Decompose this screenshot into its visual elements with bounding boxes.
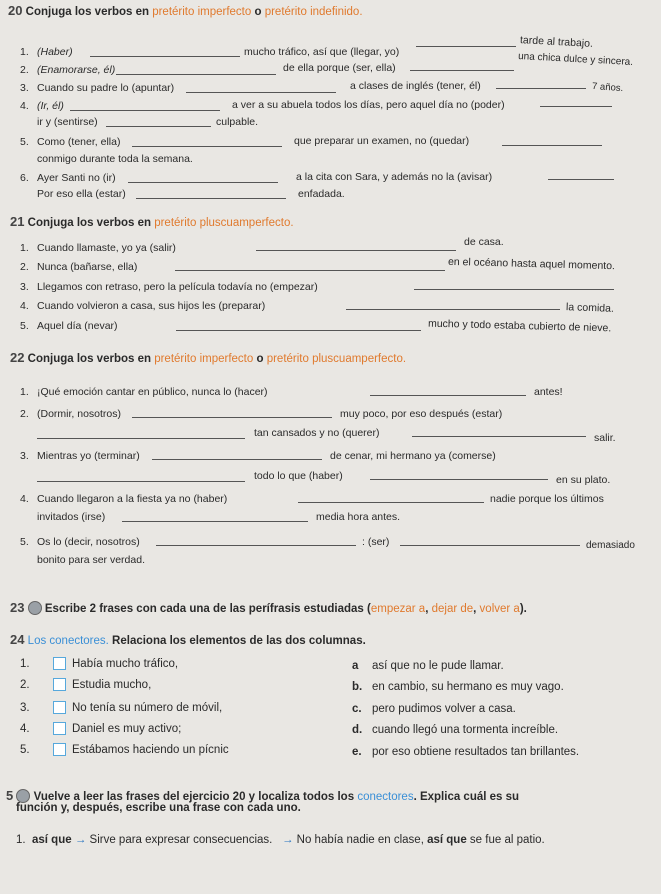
ex22-item-4-a: Cuando llegaron a la fiesta ya no (haber) bbox=[37, 493, 228, 505]
ex20-item-6-blank-2[interactable] bbox=[548, 179, 614, 180]
ex25-example-connector: así que bbox=[31, 834, 72, 846]
ex25-title-line2: función y, después, escribe una frase con cada uno. bbox=[16, 802, 301, 814]
ex21-item-5-a: Aquel día (nevar) bbox=[37, 320, 118, 332]
ex21-item-4-end: la comida. bbox=[565, 301, 615, 315]
ex22-item-2-line2: tan cansados y no (querer) bbox=[254, 427, 380, 439]
ex21-tense: pretérito pluscuamperfecto. bbox=[154, 217, 294, 229]
ex22-item-1-num: 1. bbox=[20, 386, 29, 398]
ex22-item-4-end: media hora antes. bbox=[316, 511, 401, 523]
ex21-item-5-end: mucho y todo estaba cubierto de nieve. bbox=[427, 317, 612, 335]
ex21-item-2-blank[interactable] bbox=[175, 270, 445, 271]
ex21-title-prefix: Conjuga los verbos en bbox=[27, 217, 155, 229]
ex24-left-item: Estudia mucho, bbox=[72, 679, 152, 691]
ex21-number: 21 bbox=[10, 214, 25, 229]
ex20-item-2-end: una chica dulce y sincera. bbox=[517, 50, 634, 69]
ex24-answer-checkbox[interactable] bbox=[53, 701, 66, 714]
ex22-title bbox=[10, 352, 406, 365]
ex22-title-prefix: Conjuga los verbos en bbox=[27, 353, 155, 365]
ex24-right-item: en cambio, su hermano es muy vago. bbox=[372, 681, 564, 693]
ex25-example-sentence-c: se fue al patio. bbox=[466, 834, 545, 846]
ex21-item-1-a: Cuando llamaste, yo ya (salir) bbox=[37, 242, 176, 254]
ex20-item-4-text: a ver a su abuela todos los días, pero aquel día no (poder) bbox=[232, 99, 505, 111]
ex22-item-3-a: Mientras yo (terminar) bbox=[37, 450, 140, 462]
ex20-item-4-blank-1[interactable] bbox=[70, 110, 220, 111]
arrow-right-icon: → bbox=[74, 834, 87, 846]
ex24-right-letter: e. bbox=[352, 746, 362, 758]
ex20-item-1-verb: (Haber) bbox=[37, 46, 73, 58]
ex22-item-3-num: 3. bbox=[20, 450, 29, 462]
ex23-number: 23 bbox=[10, 600, 25, 615]
ex21-item-3-num: 3. bbox=[20, 281, 29, 293]
ex20-tense-2: pretérito indefinido. bbox=[264, 6, 363, 18]
ex24-left-item: Daniel es muy activo; bbox=[72, 723, 182, 735]
ex20-item-1-end: tarde al trabajo. bbox=[519, 34, 594, 50]
ex24-left-number: 3. bbox=[20, 702, 30, 714]
ex20-item-6-blank-3[interactable] bbox=[136, 198, 286, 199]
ex22-item-4-blank-1[interactable] bbox=[298, 502, 484, 503]
ex22-item-3-blank-2[interactable] bbox=[37, 481, 245, 482]
ex23-sep2: , bbox=[473, 603, 480, 615]
ex22-item-3-line2: todo lo que (haber) bbox=[254, 470, 343, 482]
ex22-item-2-num: 2. bbox=[20, 408, 29, 420]
ex21-item-3-a: Llegamos con retraso, pero la película todavía no (empezar) bbox=[37, 281, 318, 293]
ex24-left-number: 2. bbox=[20, 679, 30, 691]
ex20-item-1-blank-2[interactable] bbox=[416, 46, 516, 47]
ex25-line1-b: . Explica cuál es su bbox=[413, 791, 520, 803]
ex23-p2: dejar de bbox=[431, 603, 474, 615]
ex24-right-letter: a bbox=[352, 660, 359, 672]
ex20-item-1-text: mucho tráfico, así que (llegar, yo) bbox=[244, 46, 400, 58]
ex22-item-3-end: en su plato. bbox=[556, 474, 611, 486]
ex20-title-mid: o bbox=[251, 6, 265, 18]
ex20-item-6-text: a la cita con Sara, y además no la (avisar) bbox=[296, 171, 493, 183]
ex21-item-2-end: en el océano hasta aquel momento. bbox=[447, 255, 616, 273]
ex20-item-6-num: 6. bbox=[20, 172, 29, 184]
ex22-item-1-blank[interactable] bbox=[370, 395, 526, 396]
ex24-answer-checkbox[interactable] bbox=[53, 722, 66, 735]
audio-badge-icon bbox=[16, 789, 30, 803]
ex21-item-3-blank[interactable] bbox=[414, 289, 614, 290]
ex22-item-5-end: demasiado bbox=[586, 540, 635, 551]
ex20-item-6-blank-1[interactable] bbox=[128, 182, 278, 183]
ex24-left-number: 5. bbox=[20, 744, 30, 756]
ex22-item-5-blank-1[interactable] bbox=[156, 545, 356, 546]
ex21-item-1-blank[interactable] bbox=[256, 250, 456, 251]
ex23-p3: volver a bbox=[479, 603, 520, 615]
ex24-topic: Los conectores. bbox=[27, 635, 109, 647]
ex20-item-2-verb: (Enamorarse, él) bbox=[37, 64, 116, 76]
ex24-right-item: así que no le pude llamar. bbox=[372, 660, 504, 672]
ex22-item-2-blank-1[interactable] bbox=[132, 417, 332, 418]
ex23-p1: empezar a bbox=[370, 603, 426, 615]
ex20-item-3-a: Cuando su padre lo (apuntar) bbox=[37, 82, 175, 94]
ex22-item-5-blank-2[interactable] bbox=[400, 545, 580, 546]
ex20-item-5-blank-2[interactable] bbox=[502, 145, 602, 146]
ex22-item-4-text: nadie porque los últimos bbox=[490, 493, 604, 505]
ex24-right-item: cuando llegó una tormenta increíble. bbox=[372, 724, 559, 736]
ex21-item-2-a: Nunca (bañarse, ella) bbox=[37, 261, 138, 273]
ex23-title bbox=[10, 598, 527, 615]
ex25-example-sentence-a: No había nadie en clase, bbox=[296, 834, 428, 846]
ex22-item-5-line2: bonito para ser verdad. bbox=[37, 554, 145, 566]
ex24-title-rest: Relaciona los elementos de las dos columnas. bbox=[108, 635, 366, 647]
ex20-title-prefix: Conjuga los verbos en bbox=[25, 6, 153, 18]
ex24-left-number: 4. bbox=[20, 723, 30, 735]
ex22-item-1-a: ¡Qué emoción cantar en público, nunca lo (hacer) bbox=[37, 386, 268, 398]
ex20-item-1-num: 1. bbox=[20, 46, 29, 58]
ex20-tense-1: pretérito imperfecto bbox=[152, 6, 252, 18]
ex22-item-2-text: muy poco, por eso después (estar) bbox=[340, 408, 503, 420]
ex20-item-3-text-a bbox=[37, 82, 174, 94]
ex21-item-4-blank[interactable] bbox=[346, 309, 560, 310]
ex25-number: 5 bbox=[6, 788, 14, 803]
ex22-number: 22 bbox=[10, 350, 25, 365]
ex23-sep1: , bbox=[425, 603, 432, 615]
ex20-item-6-a: Ayer Santi no (ir) bbox=[37, 172, 116, 184]
ex22-item-3-text: de cenar, mi hermano ya (comerse) bbox=[330, 450, 496, 462]
ex22-item-2-blank-2[interactable] bbox=[37, 438, 245, 439]
ex22-item-4-blank-2[interactable] bbox=[122, 521, 308, 522]
ex20-item-2-num: 2. bbox=[20, 64, 29, 76]
ex21-item-1-num: 1. bbox=[20, 242, 29, 254]
ex23-end: ). bbox=[519, 603, 527, 615]
ex20-item-3-blank-1[interactable] bbox=[186, 92, 336, 93]
ex24-right-item: por eso obtiene resultados tan brillantes. bbox=[372, 746, 580, 758]
ex22-item-5-text: : (ser) bbox=[362, 536, 390, 548]
ex24-right-letter: b. bbox=[352, 681, 363, 693]
ex20-item-2-blank-1[interactable] bbox=[116, 74, 276, 75]
ex20-item-2-blank-2[interactable] bbox=[410, 70, 514, 71]
ex22-item-2-a: (Dormir, nosotros) bbox=[37, 408, 122, 420]
ex20-item-3-num: 3. bbox=[20, 82, 29, 94]
ex20-item-3-blank-2[interactable] bbox=[496, 88, 586, 89]
ex20-item-5-num: 5. bbox=[20, 136, 29, 148]
ex20-item-3-text-b: a clases de inglés (tener, él) bbox=[350, 80, 481, 92]
ex24-right-letter: c. bbox=[352, 703, 362, 715]
ex20-item-6-line2: Por eso ella (estar) bbox=[37, 188, 126, 200]
ex21-item-1-end: de casa. bbox=[464, 236, 504, 248]
ex22-item-2-blank-3[interactable] bbox=[412, 436, 586, 437]
ex21-title bbox=[10, 216, 294, 229]
ex25-example-sentence-connector: así que bbox=[427, 834, 467, 846]
ex20-item-2-text: de ella porque (ser, ella) bbox=[283, 62, 396, 74]
ex22-item-4-num: 4. bbox=[20, 493, 29, 505]
ex22-tense-1: pretérito imperfecto bbox=[154, 353, 254, 365]
ex20-item-5-line2: conmigo durante toda la semana. bbox=[37, 153, 193, 165]
ex20-item-6-end: enfadada. bbox=[298, 188, 345, 200]
ex21-item-4-num: 4. bbox=[20, 300, 29, 312]
ex24-right-letter: d. bbox=[352, 724, 363, 736]
ex20-item-1-blank-1[interactable] bbox=[90, 56, 240, 57]
ex20-item-4-verb: (Ir, él) bbox=[37, 100, 64, 112]
ex22-tense-2: pretérito pluscuamperfecto. bbox=[266, 353, 407, 365]
ex23-text: Escribe 2 frases con cada una de las perífrasis estudiadas ( bbox=[44, 603, 371, 615]
ex25-example-num: 1. bbox=[16, 834, 26, 846]
ex21-item-5-blank[interactable] bbox=[176, 330, 421, 331]
ex24-left-item: No tenía su número de móvil, bbox=[72, 702, 223, 714]
ex22-item-3-blank-1[interactable] bbox=[152, 459, 322, 460]
ex21-item-2-num: 2. bbox=[20, 261, 29, 273]
ex25-topic: conectores bbox=[357, 791, 414, 803]
ex22-item-5-num: 5. bbox=[20, 536, 29, 548]
ex24-answer-checkbox[interactable] bbox=[53, 678, 66, 691]
ex20-number: 20 bbox=[8, 3, 23, 18]
ex24-left-item: Había mucho tráfico, bbox=[72, 658, 179, 670]
ex20-item-4-blank-2[interactable] bbox=[540, 106, 612, 107]
ex20-item-3-end: 7 años. bbox=[591, 80, 624, 95]
ex20-item-4-line2: ir y (sentirse) bbox=[37, 116, 98, 128]
ex20-title bbox=[8, 5, 363, 18]
ex22-item-4-line2: invitados (irse) bbox=[37, 511, 106, 523]
ex21-item-4-a: Cuando volvieron a casa, sus hijos les (preparar) bbox=[37, 300, 266, 312]
ex25-example-definition: Sirve para expresar consecuencias. bbox=[89, 834, 273, 846]
ex20-item-5-blank-1[interactable] bbox=[132, 146, 282, 147]
ex20-item-5-a: Como (tener, ella) bbox=[37, 136, 121, 148]
ex22-item-2-end: salir. bbox=[594, 432, 616, 444]
ex25-title-line1 bbox=[6, 786, 519, 803]
ex25-example bbox=[16, 834, 545, 846]
ex20-item-4-end: culpable. bbox=[216, 116, 259, 128]
ex20-item-5-text: que preparar un examen, no (quedar) bbox=[294, 135, 470, 147]
ex24-title bbox=[10, 634, 366, 647]
ex22-title-mid: o bbox=[253, 353, 267, 365]
ex24-left-item: Estábamos haciendo un pícnic bbox=[72, 744, 229, 756]
audio-badge-icon bbox=[28, 601, 42, 615]
ex24-answer-checkbox[interactable] bbox=[53, 657, 66, 670]
ex22-item-1-end: antes! bbox=[534, 386, 563, 398]
ex22-item-3-blank-3[interactable] bbox=[370, 479, 548, 480]
ex20-item-4-blank-3[interactable] bbox=[106, 126, 211, 127]
ex25-line1-a: Vuelve a leer las frases del ejercicio 20 y localiza todos los bbox=[33, 791, 358, 803]
arrow-right-icon: → bbox=[281, 834, 294, 846]
ex24-left-number: 1. bbox=[20, 658, 30, 670]
ex24-right-item: pero pudimos volver a casa. bbox=[372, 703, 516, 715]
ex21-item-5-num: 5. bbox=[20, 320, 29, 332]
ex20-item-4-num: 4. bbox=[20, 100, 29, 112]
ex24-number: 24 bbox=[10, 632, 25, 647]
ex24-answer-checkbox[interactable] bbox=[53, 743, 66, 756]
ex22-item-5-a: Os lo (decir, nosotros) bbox=[37, 536, 140, 548]
